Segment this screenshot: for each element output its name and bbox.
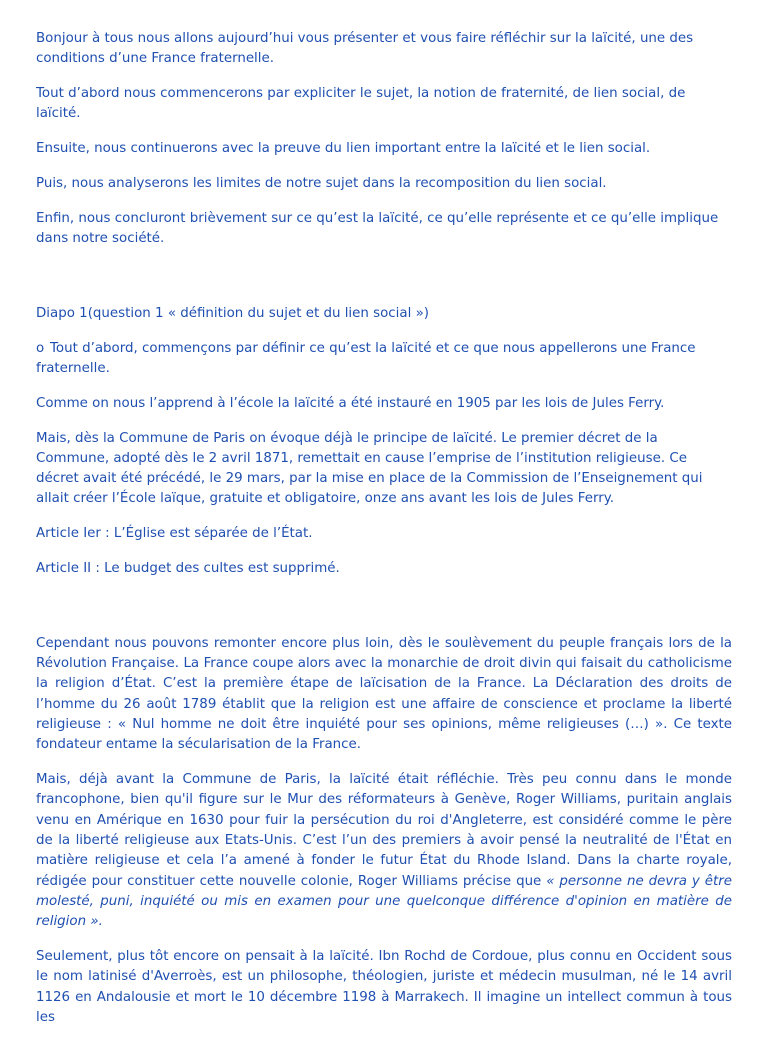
diapo1-bullet-text: Tout d’abord, commençons par définir ce qu’est la laïcité et ce que nous appellerons une France fraternelle. — [36, 340, 696, 376]
intro-paragraph-5: Enfin, nous concluront brièvement sur ce qu’est la laïcité, ce qu’elle représente et ce qu’elle implique dans notre société. — [36, 210, 719, 247]
diapo1-paragraph-1: Comme on nous l’apprend à l’école la laïcité a été instauré en 1905 par les lois de Jules Ferry. — [36, 395, 665, 411]
history-paragraph-2-text: Mais, déjà avant la Commune de Paris, la laïcité était réfléchie. Très peu connu dans le monde francophone, bien qu'il figure sur le Mur des réformateurs à Genève, Roger Williams, puritain anglais venu en Amérique en 1630 pour fuir la persécution du roi d'Angleterre, est considéré comme le père de la liberté religieuse aux Etats-Unis. C’est l’un des premiers à avoir pensé la neutralité de l'État en matière religieuse et cela l’a amené à fonder le futur État du Rhode Island. Dans la charte royale, rédigée pour constituer cette nouvelle colonie, Roger Williams précise que — [36, 772, 732, 889]
spacer — [36, 594, 732, 634]
diapo1-heading: Diapo 1(question 1 « définition du sujet et du lien social ») — [36, 305, 429, 321]
intro-paragraph-4: Puis, nous analyserons les limites de notre sujet dans la recomposition du lien social. — [36, 175, 607, 191]
intro-paragraph-3: Ensuite, nous continuerons avec la preuve du lien important entre la laïcité et le lien social. — [36, 141, 651, 157]
article-2: Article II : Le budget des cultes est supprimé. — [36, 561, 340, 577]
bullet-marker: o — [36, 340, 45, 356]
history-paragraph-3: Seulement, plus tôt encore on pensait à la laïcité. Ibn Rochd de Cordoue, plus connu en Occident sous le nom latinisé d'Averroès, est un philosophe, théologien, juriste et médecin musulman, né le 14 avril 1126 en Andalousie et mort le 10 décembre 1198 à Marrakech. Il imagine un intellect commun à tous les — [36, 949, 732, 1025]
history-paragraph-2 — [36, 770, 732, 932]
article-1: Article Ier : L’Église est séparée de l’État. — [36, 526, 313, 542]
diapo1-bullet — [36, 339, 732, 380]
spacer — [36, 264, 732, 304]
history-paragraph-1: Cependant nous pouvons remonter encore plus loin, dès le soulèvement du peuple français lors de la Révolution Française. La France coupe alors avec la monarchie de droit divin qui faisait du catholicisme la religion d’État. C’est la première étape de laïcisation de la France. La Déclaration des droits de l’homme du 26 août 1789 établit que la religion est une affaire de conscience et proclame la liberté religieuse : « Nul homme ne doit être inquiété pour ses opinions, même religieuses (…) ». Ce texte fondateur entame la sécularisation de la France. — [36, 635, 732, 753]
diapo1-paragraph-2: Mais, dès la Commune de Paris on évoque déjà le principe de laïcité. Le premier décret de la Commune, adopté dès le 2 avril 1871, remettait en cause l’emprise de l’institution religieuse. Ce décret avait été précédé, le 29 mars, par la mise en place de la Commission de l’Enseignement qui allait créer l’École laïque, gratuite et obligatoire, onze ans avant les lois de Jules Ferry. — [36, 430, 703, 507]
intro-paragraph-1: Bonjour à tous nous allons aujourd’hui vous présenter et vous faire réfléchir sur la laïcité, une des conditions d’une France fraternelle. — [36, 31, 694, 67]
williams-quote: « personne ne devra y être molesté, puni, inquiété ou mis en examen pour une quelconque différence d'opinion en matière de religion ». — [36, 873, 732, 930]
document-page — [36, 29, 732, 1043]
intro-paragraph-2: Tout d’abord nous commencerons par expliciter le sujet, la notion de fraternité, de lien social, de laïcité. — [36, 86, 686, 122]
